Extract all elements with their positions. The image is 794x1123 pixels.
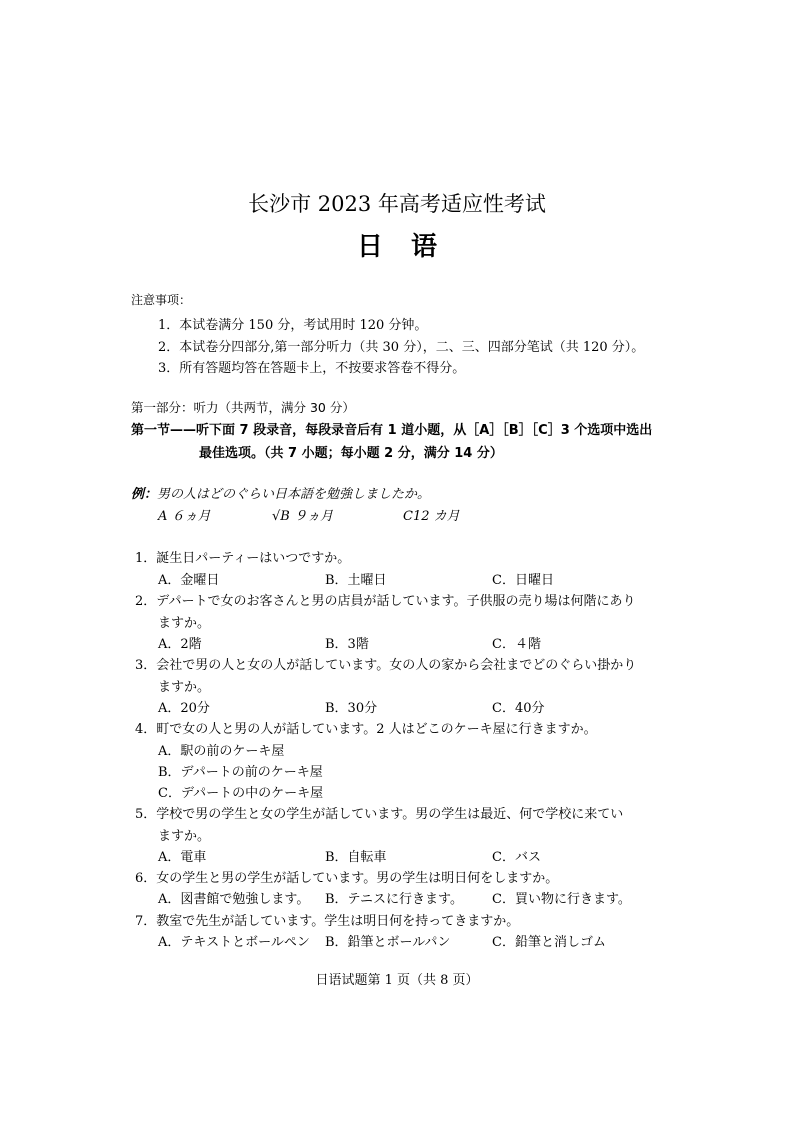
option-b: B．鉛筆とボールパン [325, 935, 451, 950]
exam-subject: 日语 [356, 232, 465, 262]
question-text: 町で女の人と男の人が話しています。2 人はどこのケーキ屋に行きますか。 [156, 722, 597, 737]
question [135, 867, 558, 886]
option-b: B．30分 [325, 701, 378, 716]
notice-item: 3．所有答题均答在答题卡上，不按要求答卷不得分。 [158, 361, 466, 376]
question [135, 654, 636, 673]
question-text: 教室で先生が話しています。学生は明日何を持ってきますか。 [156, 914, 520, 929]
question [135, 803, 623, 822]
option-b: B．デパートの前のケーキ屋 [158, 765, 323, 780]
notice-item: 2．本试卷分四部分,第一部分听力（共 30 分），二、三、四部分笔试（共 120 分）。 [158, 340, 645, 355]
question-text-cont: ますか。 [158, 829, 211, 844]
option-b: B．3階 [325, 637, 369, 652]
question-text: デパートで女のお客さんと男の店員が話しています。子供服の売り場は何階にあり [156, 594, 636, 609]
option-a: A．テキストとボールペン [158, 935, 310, 950]
option-b: B．自転車 [325, 850, 387, 865]
question-text-cont: ますか。 [158, 680, 211, 695]
question-text: 学校で男の学生と女の学生が話しています。男の学生は最近、何で学校に来てい [156, 807, 624, 822]
question-number: 4． [135, 722, 157, 737]
question-text: 女の学生と男の学生が話しています。男の学生は明日何をしますか。 [156, 871, 559, 886]
question [135, 590, 635, 609]
question [135, 718, 597, 737]
option-a: A．図書館で勉強します。 [158, 892, 310, 907]
option-a: A．20分 [158, 701, 210, 716]
example-option-c: C12 カ月 [403, 509, 460, 524]
option-c: C．40分 [492, 701, 545, 716]
option-c: C．４階 [492, 637, 541, 652]
option-a: A．電車 [158, 850, 207, 865]
question-number: 2． [135, 594, 157, 609]
question-number: 1． [135, 551, 157, 566]
part1-heading: 第一部分：听力（共两节，满分 30 分） [131, 400, 355, 415]
example-question [131, 483, 430, 502]
option-c: C．日曜日 [492, 573, 554, 588]
option-c: C．デパートの中のケーキ屋 [158, 786, 324, 801]
question-number: 5． [135, 807, 157, 822]
option-a: A．金曜日 [158, 573, 220, 588]
example-question-text: 男の人はどのぐらい日本語を勉強しましたか。 [157, 487, 431, 502]
option-a: A．駅の前のケーキ屋 [158, 744, 285, 759]
option-c: C．鉛筆と消しゴム [492, 935, 606, 950]
question-number: 6． [135, 871, 157, 886]
example-label: 例： [131, 487, 158, 502]
notice-item: 1．本试卷满分 150 分，考试用时 120 分钟。 [158, 318, 428, 333]
notice-heading: 注意事项： [131, 293, 192, 307]
option-c: C．買い物に行きます。 [492, 892, 631, 907]
example-option-b: √B ９ヵ月 [272, 509, 333, 524]
example-option-a: A ６ヵ月 [158, 509, 211, 524]
option-b: B．土曜日 [325, 573, 387, 588]
question [135, 547, 350, 566]
question-number: 7． [135, 914, 157, 929]
question-text: 誕生日パーティーはいつですか。 [156, 551, 351, 566]
question-text-cont: ますか。 [158, 616, 211, 631]
exam-title: 长沙市 2023 年高考适应性考试 [248, 192, 546, 216]
option-a: A．2階 [158, 637, 202, 652]
option-b: B．テニスに行きます。 [325, 892, 463, 907]
question [135, 910, 519, 929]
question-number: 3． [135, 658, 157, 673]
section1-instruction-cont: 最佳选项。（共 7 小题；每小题 2 分，满分 14 分） [199, 446, 503, 461]
section1-instruction: 第一节——听下面 7 段录音，每段录音后有 1 道小题，从［A］［B］［C］3 个选项中选出 [131, 423, 653, 438]
option-c: C．バス [492, 850, 541, 865]
question-text: 会社で男の人と女の人が話しています。女の人の家から会社までどのぐらい掛かり [156, 658, 637, 673]
page-footer: 日语试题第 1 页（共 8 页） [315, 973, 479, 988]
